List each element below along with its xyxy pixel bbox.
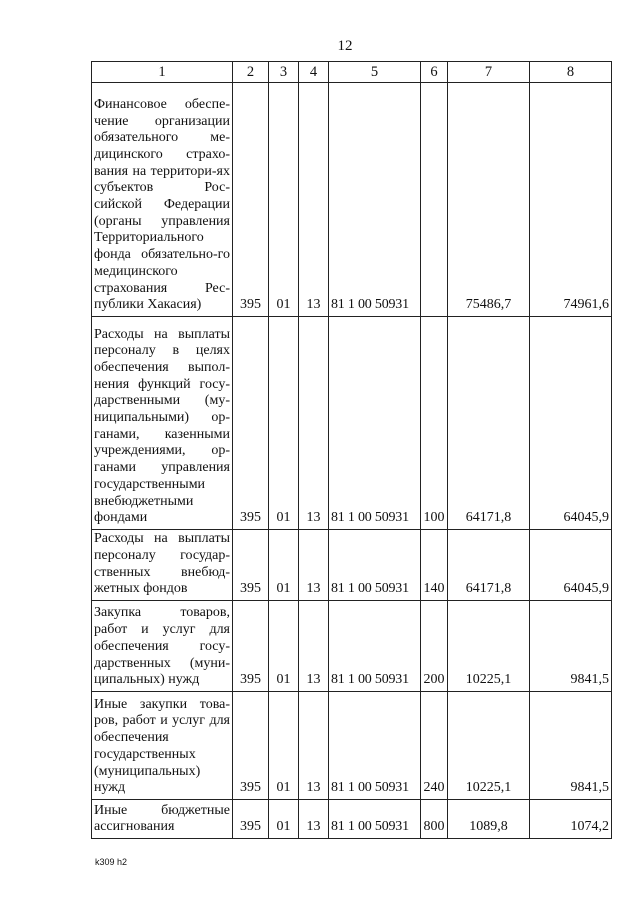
cell-amount-1: 10225,1 (448, 601, 530, 692)
cell-admin-code: 395 (233, 317, 269, 530)
table-row (92, 692, 612, 800)
column-header: 1 (92, 62, 233, 83)
table-row (92, 317, 612, 530)
cell-amount-2: 74961,6 (530, 83, 612, 317)
cell-target-article: 81 1 00 50931 (329, 530, 421, 601)
cell-admin-code: 395 (233, 530, 269, 601)
cell-expense-type: 240 (421, 692, 448, 800)
cell-subsection: 13 (299, 692, 329, 800)
cell-target-article: 81 1 00 50931 (329, 601, 421, 692)
document-code: k309 h2 (95, 857, 128, 867)
table-row (92, 530, 612, 601)
cell-amount-2: 64045,9 (530, 530, 612, 601)
cell-subsection: 13 (299, 601, 329, 692)
row-name: Расходы на выплаты персоналу государ-ственных внебюд-жетных фондов (92, 530, 233, 601)
cell-admin-code: 395 (233, 83, 269, 317)
cell-amount-1: 64171,8 (448, 317, 530, 530)
cell-subsection: 13 (299, 317, 329, 530)
cell-amount-2: 9841,5 (530, 692, 612, 800)
cell-section: 01 (269, 83, 299, 317)
row-name: Иные бюджетные ассигнования (92, 800, 233, 839)
column-header: 4 (299, 62, 329, 83)
cell-amount-2: 9841,5 (530, 601, 612, 692)
cell-target-article: 81 1 00 50931 (329, 692, 421, 800)
column-header: 7 (448, 62, 530, 83)
row-name: Расходы на выплаты персоналу в целях обеспечения выпол-нения функций госу-дарственными (му-ниципальными) ор-ганами, казенными учреждениями, ор-ганами управления государственными внебюджетными фондами (92, 317, 233, 530)
column-header: 2 (233, 62, 269, 83)
budget-table (91, 61, 612, 839)
cell-expense-type: 800 (421, 800, 448, 839)
cell-target-article: 81 1 00 50931 (329, 83, 421, 317)
row-name: Иные закупки това-ров, работ и услуг для обеспечения государственных (муниципальных) нужд (92, 692, 233, 800)
cell-expense-type (421, 83, 448, 317)
cell-subsection: 13 (299, 83, 329, 317)
column-header: 3 (269, 62, 299, 83)
table-row (92, 601, 612, 692)
row-name: Закупка товаров, работ и услуг для обеспечения госу-дарственных (муни-ципальных) нужд (92, 601, 233, 692)
column-header: 5 (329, 62, 421, 83)
cell-amount-1: 10225,1 (448, 692, 530, 800)
cell-subsection: 13 (299, 530, 329, 601)
cell-section: 01 (269, 800, 299, 839)
table-row (92, 800, 612, 839)
cell-amount-1: 64171,8 (448, 530, 530, 601)
cell-amount-1: 75486,7 (448, 83, 530, 317)
cell-amount-2: 1074,2 (530, 800, 612, 839)
cell-expense-type: 200 (421, 601, 448, 692)
column-number-row (92, 62, 612, 83)
cell-target-article: 81 1 00 50931 (329, 317, 421, 530)
row-name: Финансовое обеспе-чение организации обязательного ме-дицинского страхо-вания на территори-ях субъектов Рос-сийской Федерации (органы управления Территориального фонда обязательно-го медицинского страхования Рес-публики Хакасия) (92, 83, 233, 317)
column-header: 8 (530, 62, 612, 83)
cell-amount-1: 1089,8 (448, 800, 530, 839)
cell-target-article: 81 1 00 50931 (329, 800, 421, 839)
cell-section: 01 (269, 530, 299, 601)
cell-expense-type: 100 (421, 317, 448, 530)
column-header: 6 (421, 62, 448, 83)
cell-section: 01 (269, 317, 299, 530)
cell-amount-2: 64045,9 (530, 317, 612, 530)
cell-admin-code: 395 (233, 692, 269, 800)
cell-section: 01 (269, 692, 299, 800)
cell-expense-type: 140 (421, 530, 448, 601)
cell-admin-code: 395 (233, 601, 269, 692)
cell-admin-code: 395 (233, 800, 269, 839)
page-number: 12 (337, 38, 353, 54)
table-row (92, 83, 612, 317)
cell-section: 01 (269, 601, 299, 692)
cell-subsection: 13 (299, 800, 329, 839)
